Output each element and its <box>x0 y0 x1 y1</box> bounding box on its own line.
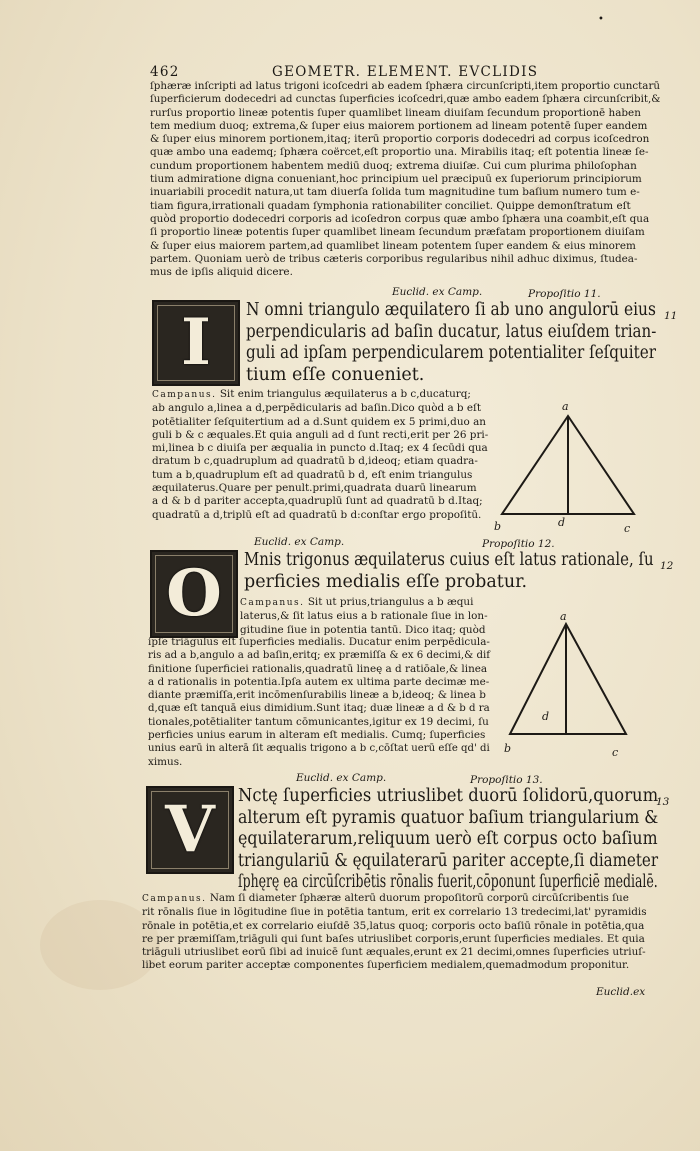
source-caption-2: Euclid. ex Camp. <box>254 536 345 548</box>
label-a: a <box>562 400 569 413</box>
initial-letter-v <box>146 786 234 874</box>
triangle-abc <box>510 624 626 734</box>
text-line: & ſuper eius minorem portionem,itaq; iterū proportio corporis dodecedri ad corpus icoſcedron <box>150 133 650 146</box>
text-line: ęquilaterarum,reliquum uerò eſt corpus octo baſium <box>238 829 658 849</box>
text-line: tum a b,quadruplum eſt ad quadratū b d, eſt enim triangulus <box>152 468 473 481</box>
text-line: gitudine ſiue in potentia tantū. Dico itaq; quòd <box>240 623 486 636</box>
proposition-12-text-b <box>148 636 490 769</box>
text-line: alterum eſt pyramis quatuor baſium triangularium & <box>238 807 659 828</box>
proposition-12-text-a <box>240 596 490 637</box>
text-line: tium admiratione digna conueniant,hoc principium uel præcipuū ex ſuperiorum principiorum <box>150 173 642 186</box>
intro-paragraph <box>150 80 660 279</box>
proposition-11-heading <box>246 300 656 386</box>
initial-letter-i <box>152 300 240 386</box>
text-line: cundum proportionem habentem mediū duoq; extrema diuiſæ. Cui cum plurima philoſophan <box>150 159 637 172</box>
text-line: N omni triangulo æquilatero ſi ab uno angulorū eius <box>246 300 656 320</box>
campanus-label: Campanus. <box>240 598 305 608</box>
text-line: partem. Quoniam uerò de tribus cæteris corporibus regularibus nihil adhuc diximus, ſtudea- <box>150 252 638 265</box>
proposition-12-heading <box>244 550 654 593</box>
running-title: GEOMETR. ELEMENT. EVCLIDIS <box>272 64 539 80</box>
text-line: potētialiter ſeſquitertium ad a d.Sunt quidem ex 5 primi,duo an <box>152 415 486 428</box>
text-line: tem medium duoq; extrema,& ſuper eius maiorem portionem ad lineam potentē ſuper eandem <box>150 119 648 132</box>
campanus-label: Campanus. <box>152 390 217 400</box>
text-line: ab angulo a,linea a d,perpēdicularis ad baſin.Dico quòd a b eſt <box>152 402 482 415</box>
proposition-11-text <box>152 388 492 522</box>
text-line: triāguli utriuslibet eorū ſibi ad inuicē ſunt æquales,erunt ex 21 decimi,omnes ſuperficies utriuſ- <box>142 946 646 959</box>
proposition-13-text <box>142 892 654 973</box>
text-line: quòd proportio dodecedri corporis ad icoſedron corpus quæ ambo ſphæra una coambit,eſt qua <box>150 212 650 225</box>
triangle-figure-2 <box>500 610 650 764</box>
text-line: ipſe triāgulus eſt ſuperficies medialis. Ducatur enim perpēdicula- <box>148 636 490 648</box>
triangle-figure-1 <box>496 396 646 540</box>
text-line: laterus,& ſit latus eius a b rationale ſiue in lon- <box>240 610 488 623</box>
text-line: a d & b d pariter accepta,quadruplū ſunt ad quadratū b d.Itaq; <box>152 495 483 508</box>
text-line: guli ad ipſam perpendicularem potentialiter ſeſquiter <box>246 343 656 363</box>
text-line: perficies medialis eſſe probatur. <box>244 571 528 592</box>
text-line: ris ad a b,angulo a ad baſin,eritq; ex præmiſſa & ex 6 decimi,& dif <box>148 649 490 662</box>
margin-number-13: 13 <box>656 796 670 808</box>
text-line: rurſus proportio lineæ potentis ſuper quamlibet lineam diuiſam ſecundum proportionē haben <box>150 106 641 119</box>
margin-number-11: 11 <box>664 310 678 322</box>
text-line: mi,linea b c diuiſa per æqualia in puncto d.Itaq; ex 4 ſecūdi qua <box>152 442 488 455</box>
text-line: ſuperficierum dodecedri ad cunctas ſuperficies icoſcedri,quæ ambo eadem ſphæra circunſcribit,& <box>150 93 661 106</box>
text-line: tionales,potētialiter tantum cōmunicantes,igitur ex 19 decimi, ſu <box>148 715 489 728</box>
text-line: libet eorum pariter acceptæ componentes ſuperficiem medialem,quemadmodum proponitur. <box>142 959 630 972</box>
text-line: a d rationalis in potentia.Ipſa autem ex ultima parte decimæ me- <box>148 675 490 688</box>
margin-number-12: 12 <box>660 560 674 572</box>
catchword: Euclid.ex <box>596 986 646 998</box>
text-line: ſphæræ inſcripti ad latus trigoni icoſcedri ab eadem ſphæra circunſcripti,item proportio cunctarū <box>150 80 660 92</box>
label-a: a <box>560 610 567 623</box>
label-b: b <box>494 520 502 533</box>
text-line: diante præmiſſa,erit incōmenſurabilis lineæ a b,ideoq; & linea b <box>148 689 486 702</box>
text-line: inuariabili procedit natura,ut tam diuerſa ſolida tum magnitudine tum baſium numero tum e- <box>150 186 640 199</box>
initial-glyph: I <box>181 305 211 380</box>
label-b: b <box>504 742 512 755</box>
initial-letter-o <box>150 550 238 638</box>
text-line: Sit enim triangulus æquilaterus a b c,ducaturq; <box>219 388 471 400</box>
page-number: 462 <box>150 64 180 80</box>
text-line: ximus. <box>148 755 183 768</box>
campanus-label: Campanus. <box>142 894 207 904</box>
text-line: Mnis trigonus æquilaterus cuius eſt latus rationale, ſu <box>244 550 654 570</box>
corner-mark: • <box>598 14 604 25</box>
text-line: quæ ambo una eademq; ſphæra coërcet,eſt proportio una. Mirabilis itaq; eſt potentia lineæ ſe- <box>150 146 649 159</box>
text-line: finitione ſuperficiei rationalis,quadratū lineę a d ratiōale,& linea <box>148 662 488 675</box>
proposition-13-heading <box>238 786 658 894</box>
initial-glyph: V <box>165 792 215 867</box>
text-line: ſphęrę ea circūſcribētis rōnalis fuerit,cōponunt ſuperficiē medialē. <box>238 872 658 892</box>
triangle-outline <box>502 416 634 514</box>
initial-glyph: O <box>166 556 222 631</box>
proposition-caption-12: Propoſitio 12. <box>482 538 555 550</box>
label-d: d <box>542 710 550 723</box>
text-line: rit rōnalis ſiue in lōgitudine ſiue in potētia tantum, erit ex correlario 13 tredecimi,lat' pyramidis <box>142 906 647 919</box>
label-c: c <box>612 746 619 759</box>
text-line: tium eſſe conueniet. <box>246 364 425 385</box>
text-line: quadratū a d,triplū eſt ad quadratū b d:conſtar ergo propoſitū. <box>152 508 482 521</box>
text-line: æquilaterus.Quare per penult.primi,quadrata duarū linearum <box>152 482 477 495</box>
text-line: unius earū in alterā ſit æqualis trigono a b c,cōſtat uerū eſſe qd' di <box>148 742 490 755</box>
text-line: re per præmiſſam,triāguli qui ſunt baſes utriuslibet corporis,erunt ſuperficies mediales. Et quia <box>142 932 645 945</box>
proposition-caption-11: Propoſitio 11. <box>528 288 601 300</box>
text-line: perpendicularis ad baſin ducatur, latus eiuſdem trian- <box>246 321 657 342</box>
text-line: mus de ipſis aliquid dicere. <box>150 266 293 279</box>
text-line: perficies unius earum in alteram eſt medialis. Cumq; ſuperficies <box>148 729 486 742</box>
text-line: Nam ſi diameter ſphæræ alterū duorum propoſitorū corporū circūſcribentis ſue <box>209 892 629 904</box>
source-caption-3: Euclid. ex Camp. <box>296 772 387 784</box>
text-line: ſi proportio lineæ potentis ſuper quamlibet lineam ſecundum præfatam proportionem diuiſam <box>150 226 645 239</box>
text-line: tiam figura,irrationali quadam ſymphonia rationabiliter conciliet. Quippe demonſtratum eſt <box>150 199 631 212</box>
label-c: c <box>624 522 631 535</box>
text-line: triangulariū & ęquilaterarū pariter accepte,ſi diameter <box>238 850 659 871</box>
text-line: dratum b c,quadruplum ad quadratū b d,ideoq; etiam quadra- <box>152 455 478 468</box>
text-line: d,quæ eſt tanquā eius dimidium.Sunt itaq; duæ lineæ a d & b d ra <box>148 702 490 715</box>
text-line: rōnale in potētia,et ex correlario eiuſdē 35,latus quoq; corporis octo baſiū rōnale in potētia,qua <box>142 919 645 932</box>
text-line: & ſuper eius maiorem partem,ad quamlibet lineam potentem ſuper eandem & eius minorem <box>150 239 636 252</box>
proposition-caption-13: Propoſitio 13. <box>470 774 543 786</box>
text-line: Sit ut prius,triangulus a b æqui <box>307 596 474 608</box>
label-d: d <box>558 516 566 529</box>
text-line: Nctę ſuperficies utriuslibet duorū ſolidorū,quorum <box>238 786 659 806</box>
source-caption-1: Euclid. ex Camp. <box>392 286 483 298</box>
text-line: guli b & c æquales.Et quia anguli ad d ſunt recti,erit per 26 pri- <box>152 428 489 441</box>
